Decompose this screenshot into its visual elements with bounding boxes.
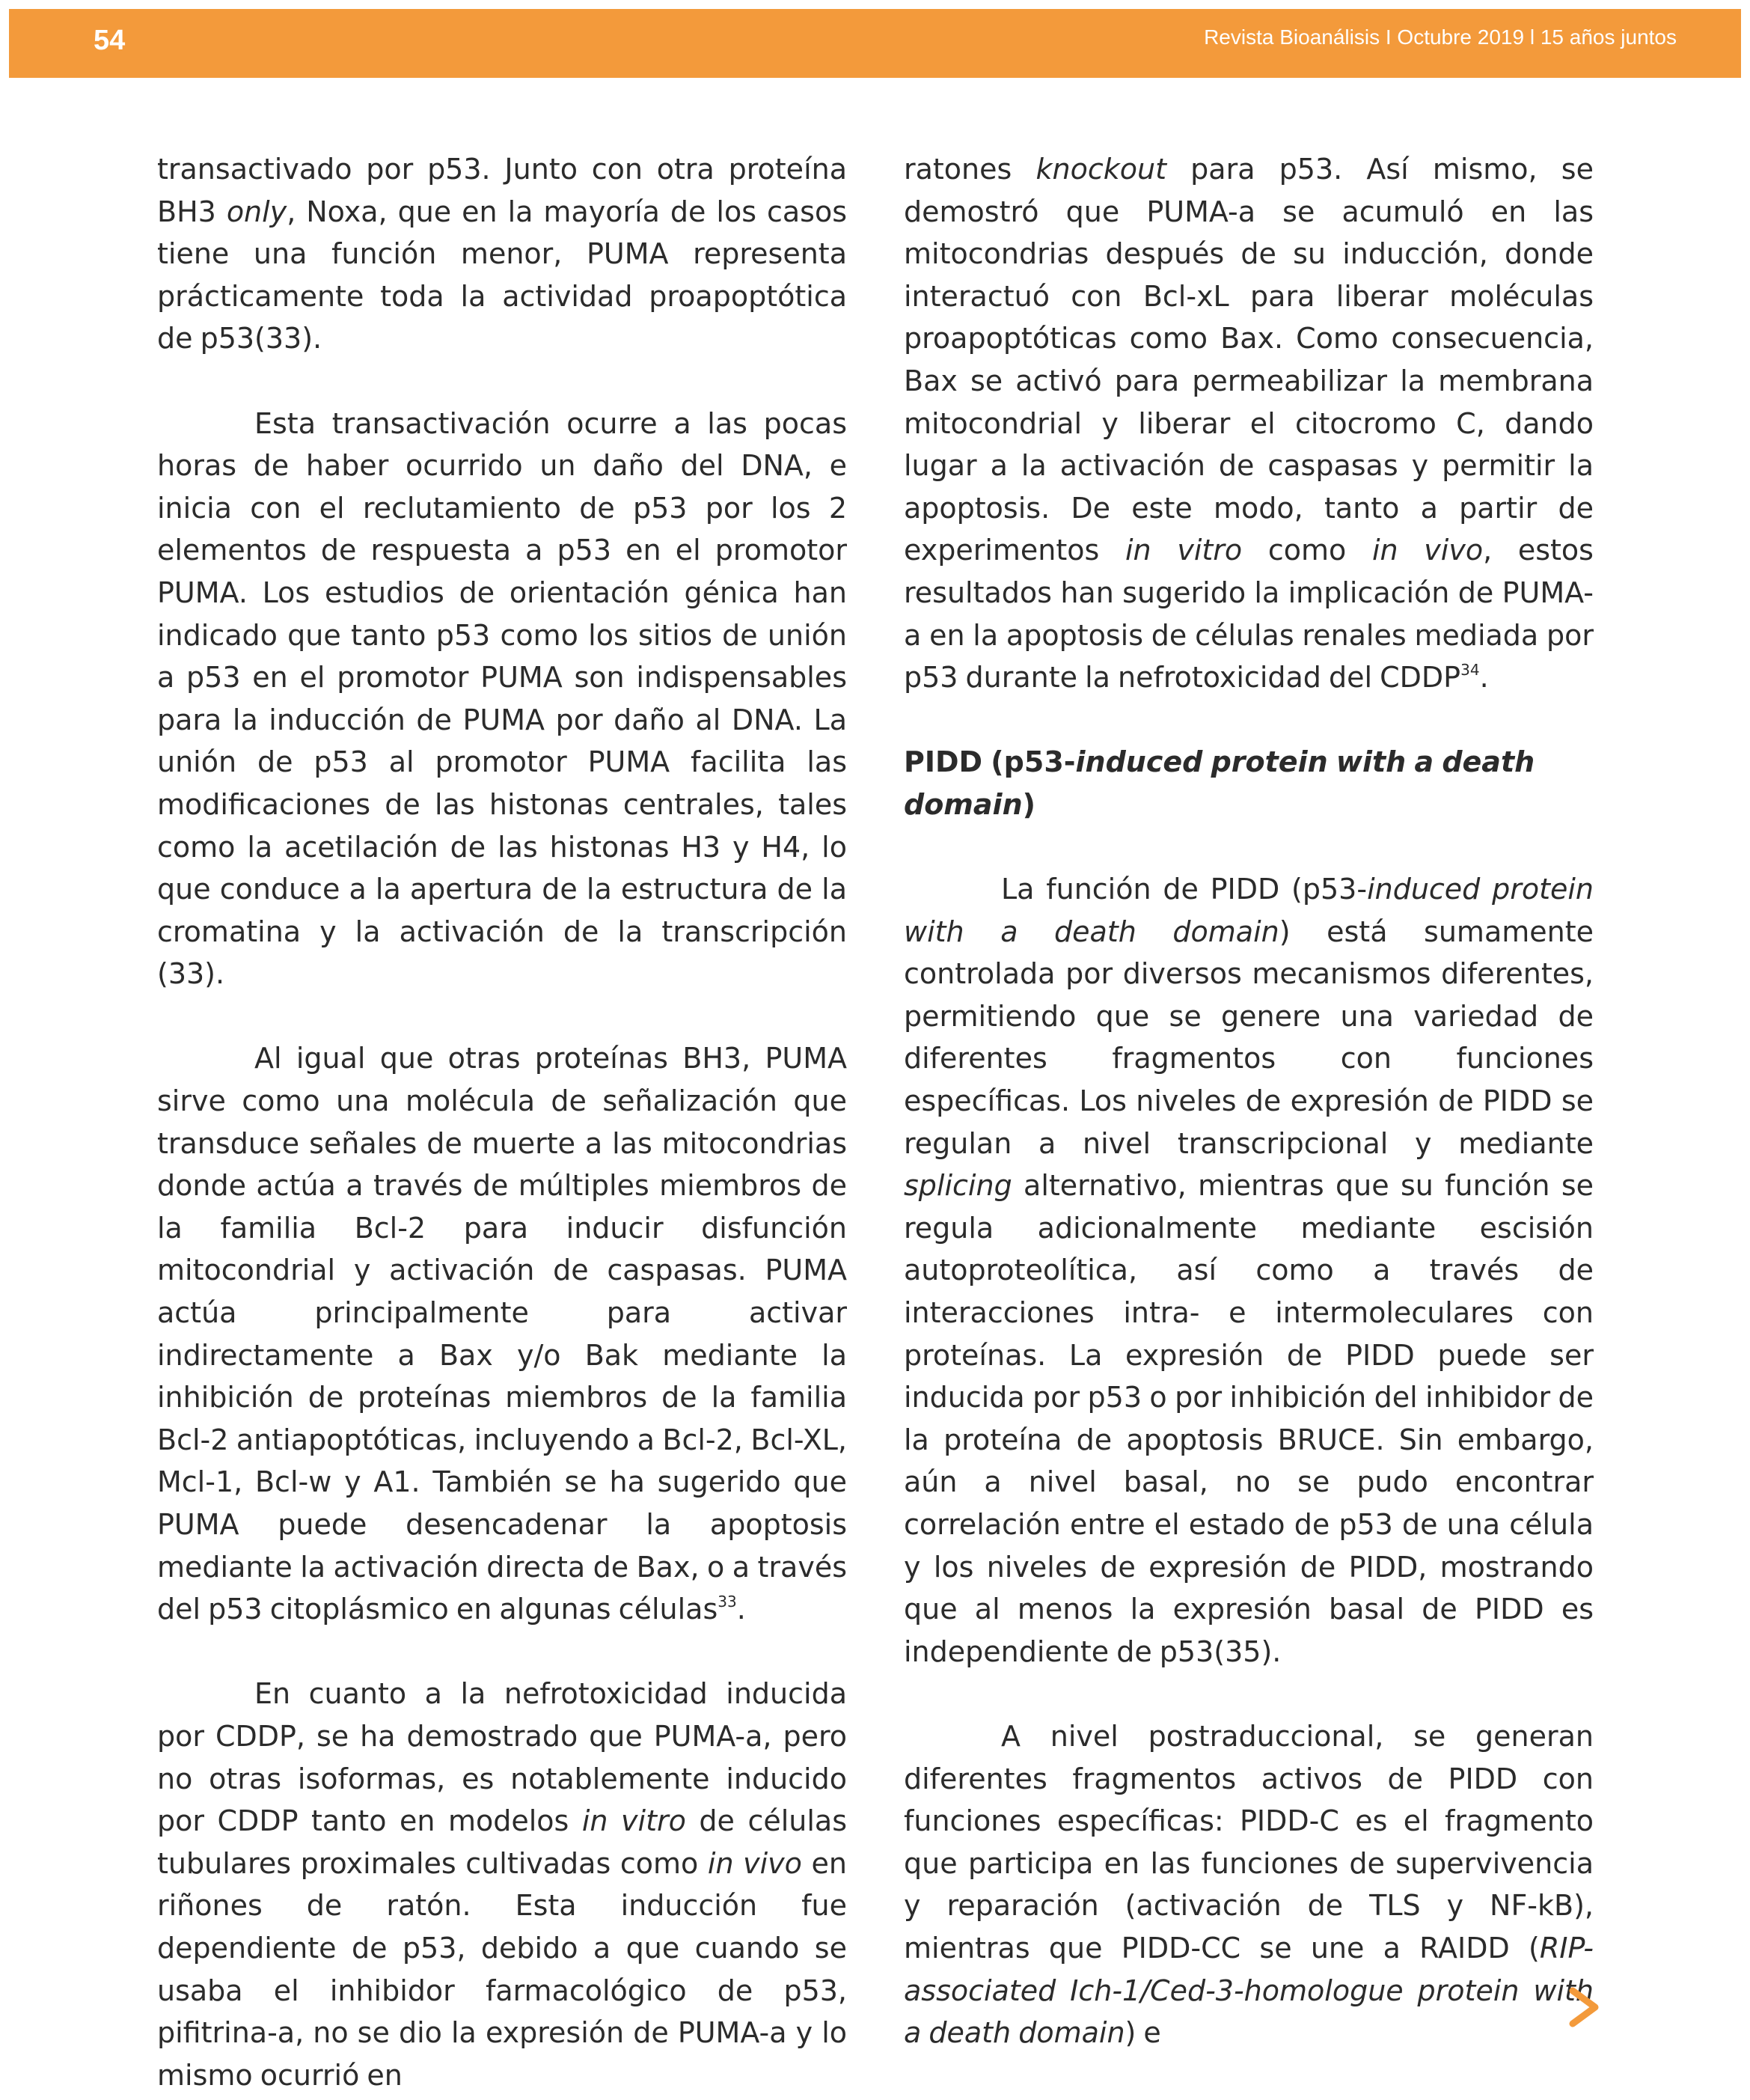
page-number: 54 bbox=[94, 25, 126, 56]
paragraph: ratones knockout para p53. Así mismo, se demostró que PUMA-a se acumuló en las mitocondrias después de su inducción, donde interactuó con Bcl-xL para liberar moléculas proapoptóticas como Bax. Como consecuencia, Bax se activó para permeabilizar la membrana mitocondrial y liberar el citocromo C, dando lugar a la activación de caspasas y permitir la apoptosis. De este modo, tanto a partir de experimentos in vitro como in vivo, estos resultados han sugerido la implicación de PUMA-a en la apoptosis de células renales mediada por p53 durante la nefrotoxicidad del CDDP$^{34}$. bbox=[904, 153, 1594, 695]
section-heading: PIDD (p53-induced protein with a death domain) bbox=[904, 745, 1535, 821]
running-head: Revista Bioanálisis I Octubre 2019 l 15 años juntos bbox=[1204, 25, 1677, 49]
left-column bbox=[157, 148, 847, 2096]
paragraph: En cuanto a la nefrotoxicidad inducida por CDDP, se ha demostrado que PUMA-a, pero no otras isoformas, es notablemente inducido por CDDP tanto en modelos in vitro de células tubulares proximales cultivadas como in vivo en riñones de ratón. Esta inducción fue dependiente de p53, debido a que cuando se usaba el inhibidor farmacológico de p53, pifitrina-a, no se dio la expresión de PUMA-a y lo mismo ocurrió en bbox=[157, 1677, 848, 2092]
paragraph: La función de PIDD (p53-induced protein with a death domain) está sumamente controlada por diversos mecanismos diferentes, permitiendo que se genere una variedad de diferentes fragmentos con funciones específicas. Los niveles de expresión de PIDD se regulan a nivel transcripcional y mediante splicing alternativo, mientras que su función se regula adicionalmente mediante escisión autoproteolítica, así como a través de interacciones intra- e intermoleculares con proteínas. La expresión de PIDD puede ser inducida por p53 o por inhibición del inhibidor de la proteína de apoptosis BRUCE. Sin embargo, aún a nivel basal, no se pudo encontrar correlación entre el estado de p53 de una célula y los niveles de expresión de PIDD, mostrando que al menos la expresión basal de PIDD es independiente de p53(35). bbox=[904, 873, 1594, 1668]
citation-superscript: 34 bbox=[1460, 661, 1480, 680]
right-column bbox=[904, 148, 1594, 2054]
chevron-right-icon[interactable] bbox=[1568, 1986, 1601, 2028]
citation-superscript: 33 bbox=[718, 1593, 737, 1611]
paragraph: transactivado por p53. Junto con otra proteína BH3 only, Noxa, que en la mayoría de los casos tiene una función menor, PUMA representa prácticamente toda la actividad proapoptótica de p53(33). bbox=[157, 153, 847, 355]
paragraph: A nivel postraduccional, se generan diferentes fragmentos activos de PIDD con funciones específicas: PIDD-C es el fragmento que participa en las funciones de supervivencia y reparación (activación de TLS y NF-kB), mientras que PIDD-CC se une a RAIDD (RIP-associated Ich-1/Ced-3-homologue protein with a death domain) e bbox=[904, 1719, 1594, 2050]
paragraph: Esta transactivación ocurre a las pocas horas de haber ocurrido un daño del DNA, e inicia con el reclutamiento de p53 por los 2 elementos de respuesta a p53 en el promotor PUMA. Los estudios de orientación génica han indicado que tanto p53 como los sitios de unión a p53 en el promotor PUMA son indispensables para la inducción de PUMA por daño al DNA. La unión de p53 al promotor PUMA facilita las modificaciones de las histonas centrales, tales como la acetilación de las histonas H3 y H4, lo que conduce a la apertura de la estructura de la cromatina y la activación de la transcripción (33). bbox=[157, 406, 847, 991]
paragraph: Al igual que otras proteínas BH3, PUMA sirve como una molécula de señalización que transduce señales de muerte a las mitocondrias donde actúa a través de múltiples miembros de la familia Bcl-2 para inducir disfunción mitocondrial y activación de caspasas. PUMA actúa principalmente para activar indirectamente a Bax y/o Bak mediante la inhibición de proteínas miembros de la familia Bcl-2 antiapoptóticas, incluyendo a Bcl-2, Bcl-XL, Mcl-1, Bcl-w y A1. También se ha sugerido que PUMA puede desencadenar la apoptosis mediante la activación directa de Bax, o a través del p53 citoplásmico en algunas células$^{33}$. bbox=[157, 1042, 847, 1626]
